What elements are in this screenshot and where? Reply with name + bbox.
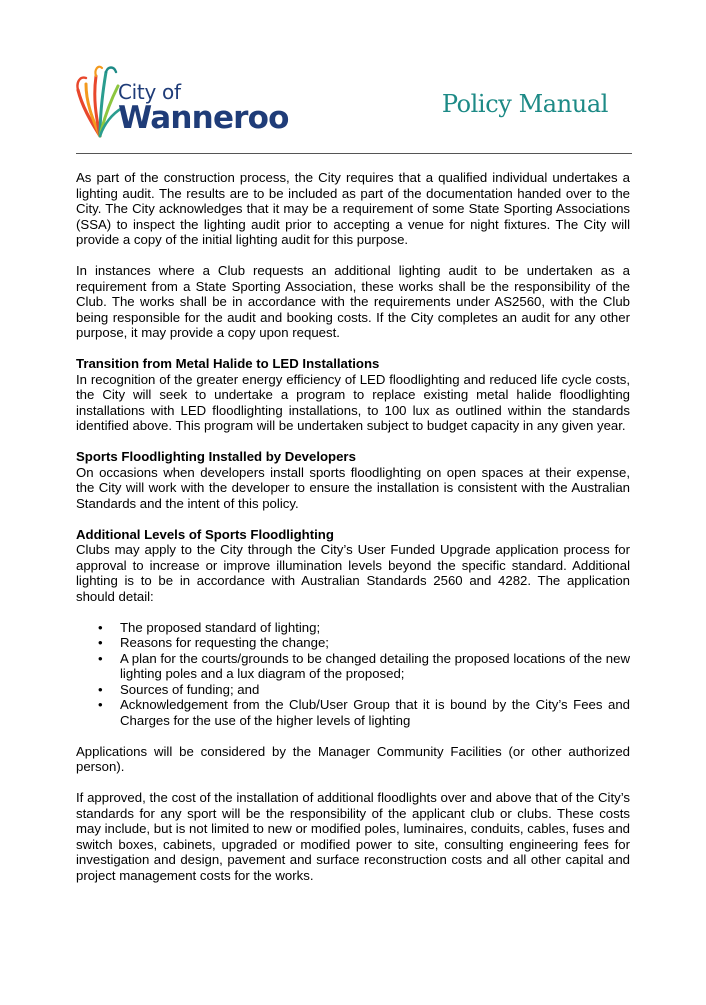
section-heading-developers: Sports Floodlighting Installed by Developers [76,449,356,464]
section-text-additional: Clubs may apply to the City through the City’s User Funded Upgrade application process for approval to increase or improve illumination levels beyond the specific standard. Additional lighting is to be in accordance with Australian Standards 2560 and 4282. The application should detail: [76,542,630,604]
section-heading-additional: Additional Levels of Sports Floodlighting [76,526,334,542]
bullet-icon: • [98,650,103,666]
list-item-text: The proposed standard of lighting; [120,619,321,635]
logo-wanneroo: Wanneroo [118,100,289,136]
bullet-icon: • [98,619,103,635]
list-item [76,635,630,651]
list-item-text: Reasons for requesting the change; [120,635,329,650]
section-text-transition: In recognition of the greater energy efficiency of LED floodlighting and reduced life cycle costs, the City will seek to undertake a program to replace existing metal halide floodlighting installations with LED floodlighting installations, to 100 lux as outlined within the standards identified above. This program will be undertaken subject to budget capacity in any given year. [76,371,630,433]
section-text-developers: On occasions when developers install sports floodlighting on open spaces at their expense, the City will work with the developer to ensure the installation is consistent with the Australian Standards and the intent of this policy. [76,464,630,511]
list-item-text: Sources of funding; and [120,681,260,697]
list-item-text: A plan for the courts/grounds to be changed detailing the proposed locations of the new lighting poles and a lux diagram of the proposed; [120,650,630,681]
list-item-text: Acknowledgement from the Club/User Group that it is bound by the City’s Fees and Charges for the use of the higher levels of lighting [120,697,630,728]
bullet-icon: • [98,635,103,650]
city-of-wanneroo-logo-icon [76,62,124,140]
document-title: Policy Manual [441,90,608,118]
closing-paragraph-1: Applications will be considered by the Manager Community Facilities (or other authorized person). [76,743,630,774]
list-item [76,697,630,728]
bullet-icon: • [98,681,103,697]
closing-paragraph-2: If approved, the cost of the installation of additional floodlights over and above that of the City’s standards for any sport will be the responsibility of the applicant club or clubs. These costs may include, but is not limited to new or modified poles, luminaires, conduits, cables, fuses and switch boxes, cabinets, upgraded or modified power to site, consulting engineering fees for investigation and design, pavement and surface reconstruction costs and all other capital and project management costs for the works. [76,790,630,883]
logo-city-of: City of [118,80,181,104]
application-requirements-list [76,620,630,729]
list-item [76,682,630,698]
header-divider [76,153,632,154]
document-body [76,170,630,883]
city-logo [76,62,289,140]
intro-paragraph-2: In instances where a Club requests an additional lighting audit to be undertaken as a requirement from a State Sporting Association, these works shall be the responsibility of the Club. The works shall be in accordance with the requirements under AS2560, with the Club being responsible for the audit and booking costs. If the City completes an audit for any other purpose, it may provide a copy upon request. [76,263,630,340]
intro-paragraph-1: As part of the construction process, the City requires that a qualified individual undertakes a lighting audit. The results are to be included as part of the documentation handed over to the City. The City acknowledges that it may be a requirement of some State Sporting Associations (SSA) to inspect the lighting audit prior to accepting a venue for night fixtures. The City will provide a copy of the initial lighting audit for this purpose. [76,170,630,247]
section-heading-transition: Transition from Metal Halide to LED Installations [76,356,380,371]
list-item [76,651,630,682]
list-item [76,620,630,636]
bullet-icon: • [98,697,103,712]
